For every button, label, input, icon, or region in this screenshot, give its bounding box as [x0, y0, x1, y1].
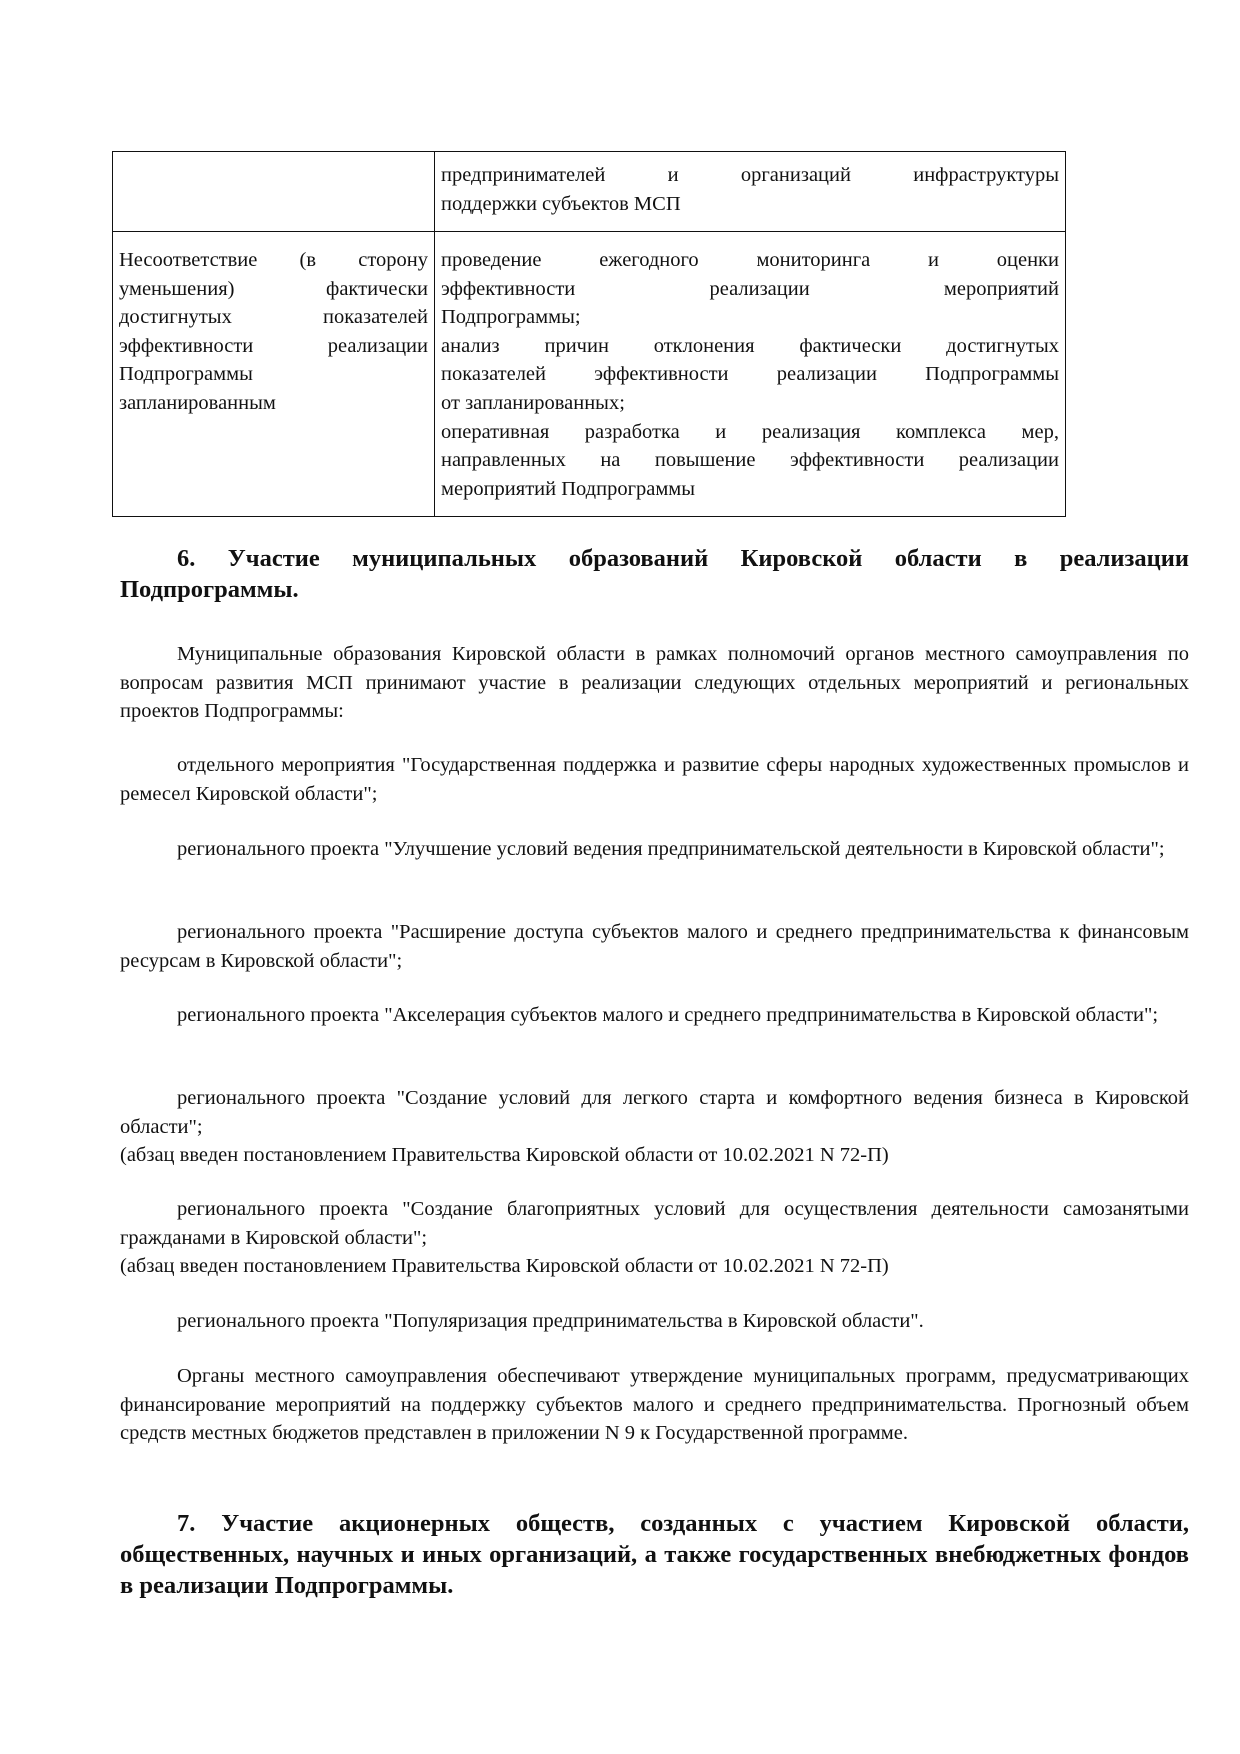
cell-line: от запланированных;	[441, 391, 625, 414]
cell-line: достигнутых показателей	[119, 306, 428, 329]
cell-line: уменьшения) фактически	[119, 277, 428, 300]
cell-line: оперативная разработка и реализация комплекса мер,	[441, 420, 1059, 443]
paragraph: Органы местного самоуправления обеспечивают утверждение муниципальных программ, предусматривающих финансирование мероприятий на поддержку субъектов малого и среднего предпринимательства. Прогнозный объем средств местных бюджетов представлен в приложении N 9 к Государственной программе.	[120, 1365, 1189, 1445]
cell-line: проведение ежегодного мониторинга и оценки	[441, 249, 1059, 271]
cell-line: анализ причин отклонения фактически достигнутых	[441, 334, 1059, 357]
amendment-note: (абзац введен постановлением Правительства Кировской области от 10.02.2021 N 72-П)	[120, 1255, 889, 1277]
cell-line: показателей эффективности реализации Подпрограммы	[441, 363, 1059, 386]
table-cell-risk	[113, 232, 435, 517]
table-cell-risk	[113, 152, 435, 232]
table-row	[113, 152, 1066, 232]
section-7-heading: 7. Участие акционерных обществ, созданных с участием Кировской области, общественных, научных и иных организаций, а также государственных внебюджетных фондов в реализации Подпрограммы.	[120, 1510, 1189, 1599]
cell-line: эффективности реализации	[119, 334, 428, 357]
paragraph: отдельного мероприятия "Государственная поддержка и развитие сферы народных художественных промыслов и ремесел Кировской области";	[120, 754, 1189, 805]
table-row	[113, 232, 1066, 517]
paragraph: регионального проекта "Акселерация субъектов малого и среднего предпринимательства в Кировской области";	[177, 1004, 1159, 1026]
measures-table	[112, 151, 1066, 517]
paragraph: Муниципальные образования Кировской области в рамках полномочий органов местного самоуправления по вопросам развития МСП принимают участие в реализации следующих отдельных мероприятий и региональных проектов Подпрограммы:	[120, 643, 1189, 723]
cell-line: мероприятий Подпрограммы	[441, 477, 696, 500]
cell-line: эффективности реализации мероприятий	[441, 277, 1059, 300]
cell-line: Подпрограммы	[119, 363, 253, 386]
paragraph: регионального проекта "Создание благоприятных условий для осуществления деятельности самозанятыми гражданами в Кировской области";	[120, 1198, 1189, 1249]
paragraph: регионального проекта "Популяризация предпринимательства в Кировской области".	[177, 1310, 924, 1332]
paragraph: регионального проекта "Улучшение условий ведения предпринимательской деятельности в Кировской области";	[177, 838, 1165, 860]
cell-line: запланированным	[119, 391, 276, 414]
cell-line: Несоответствие (в сторону	[119, 249, 428, 271]
paragraph: регионального проекта "Создание условий для легкого старта и комфортного ведения бизнеса в Кировской области";	[120, 1087, 1189, 1138]
section-6-heading: 6. Участие муниципальных образований Кировской области в реализации Подпрограммы.	[120, 545, 1189, 603]
cell-line: Подпрограммы;	[441, 306, 581, 329]
cell-line: поддержки субъектов МСП	[441, 192, 681, 215]
paragraph: регионального проекта "Расширение доступа субъектов малого и среднего предпринимательства к финансовым ресурсам в Кировской области";	[120, 921, 1189, 972]
table-cell-measures	[435, 232, 1066, 517]
cell-line: направленных на повышение эффективности реализации	[441, 449, 1059, 472]
cell-line: предпринимателей и организаций инфраструктуры	[441, 164, 1059, 186]
table-cell-measures	[435, 152, 1066, 232]
amendment-note: (абзац введен постановлением Правительства Кировской области от 10.02.2021 N 72-П)	[120, 1144, 889, 1166]
